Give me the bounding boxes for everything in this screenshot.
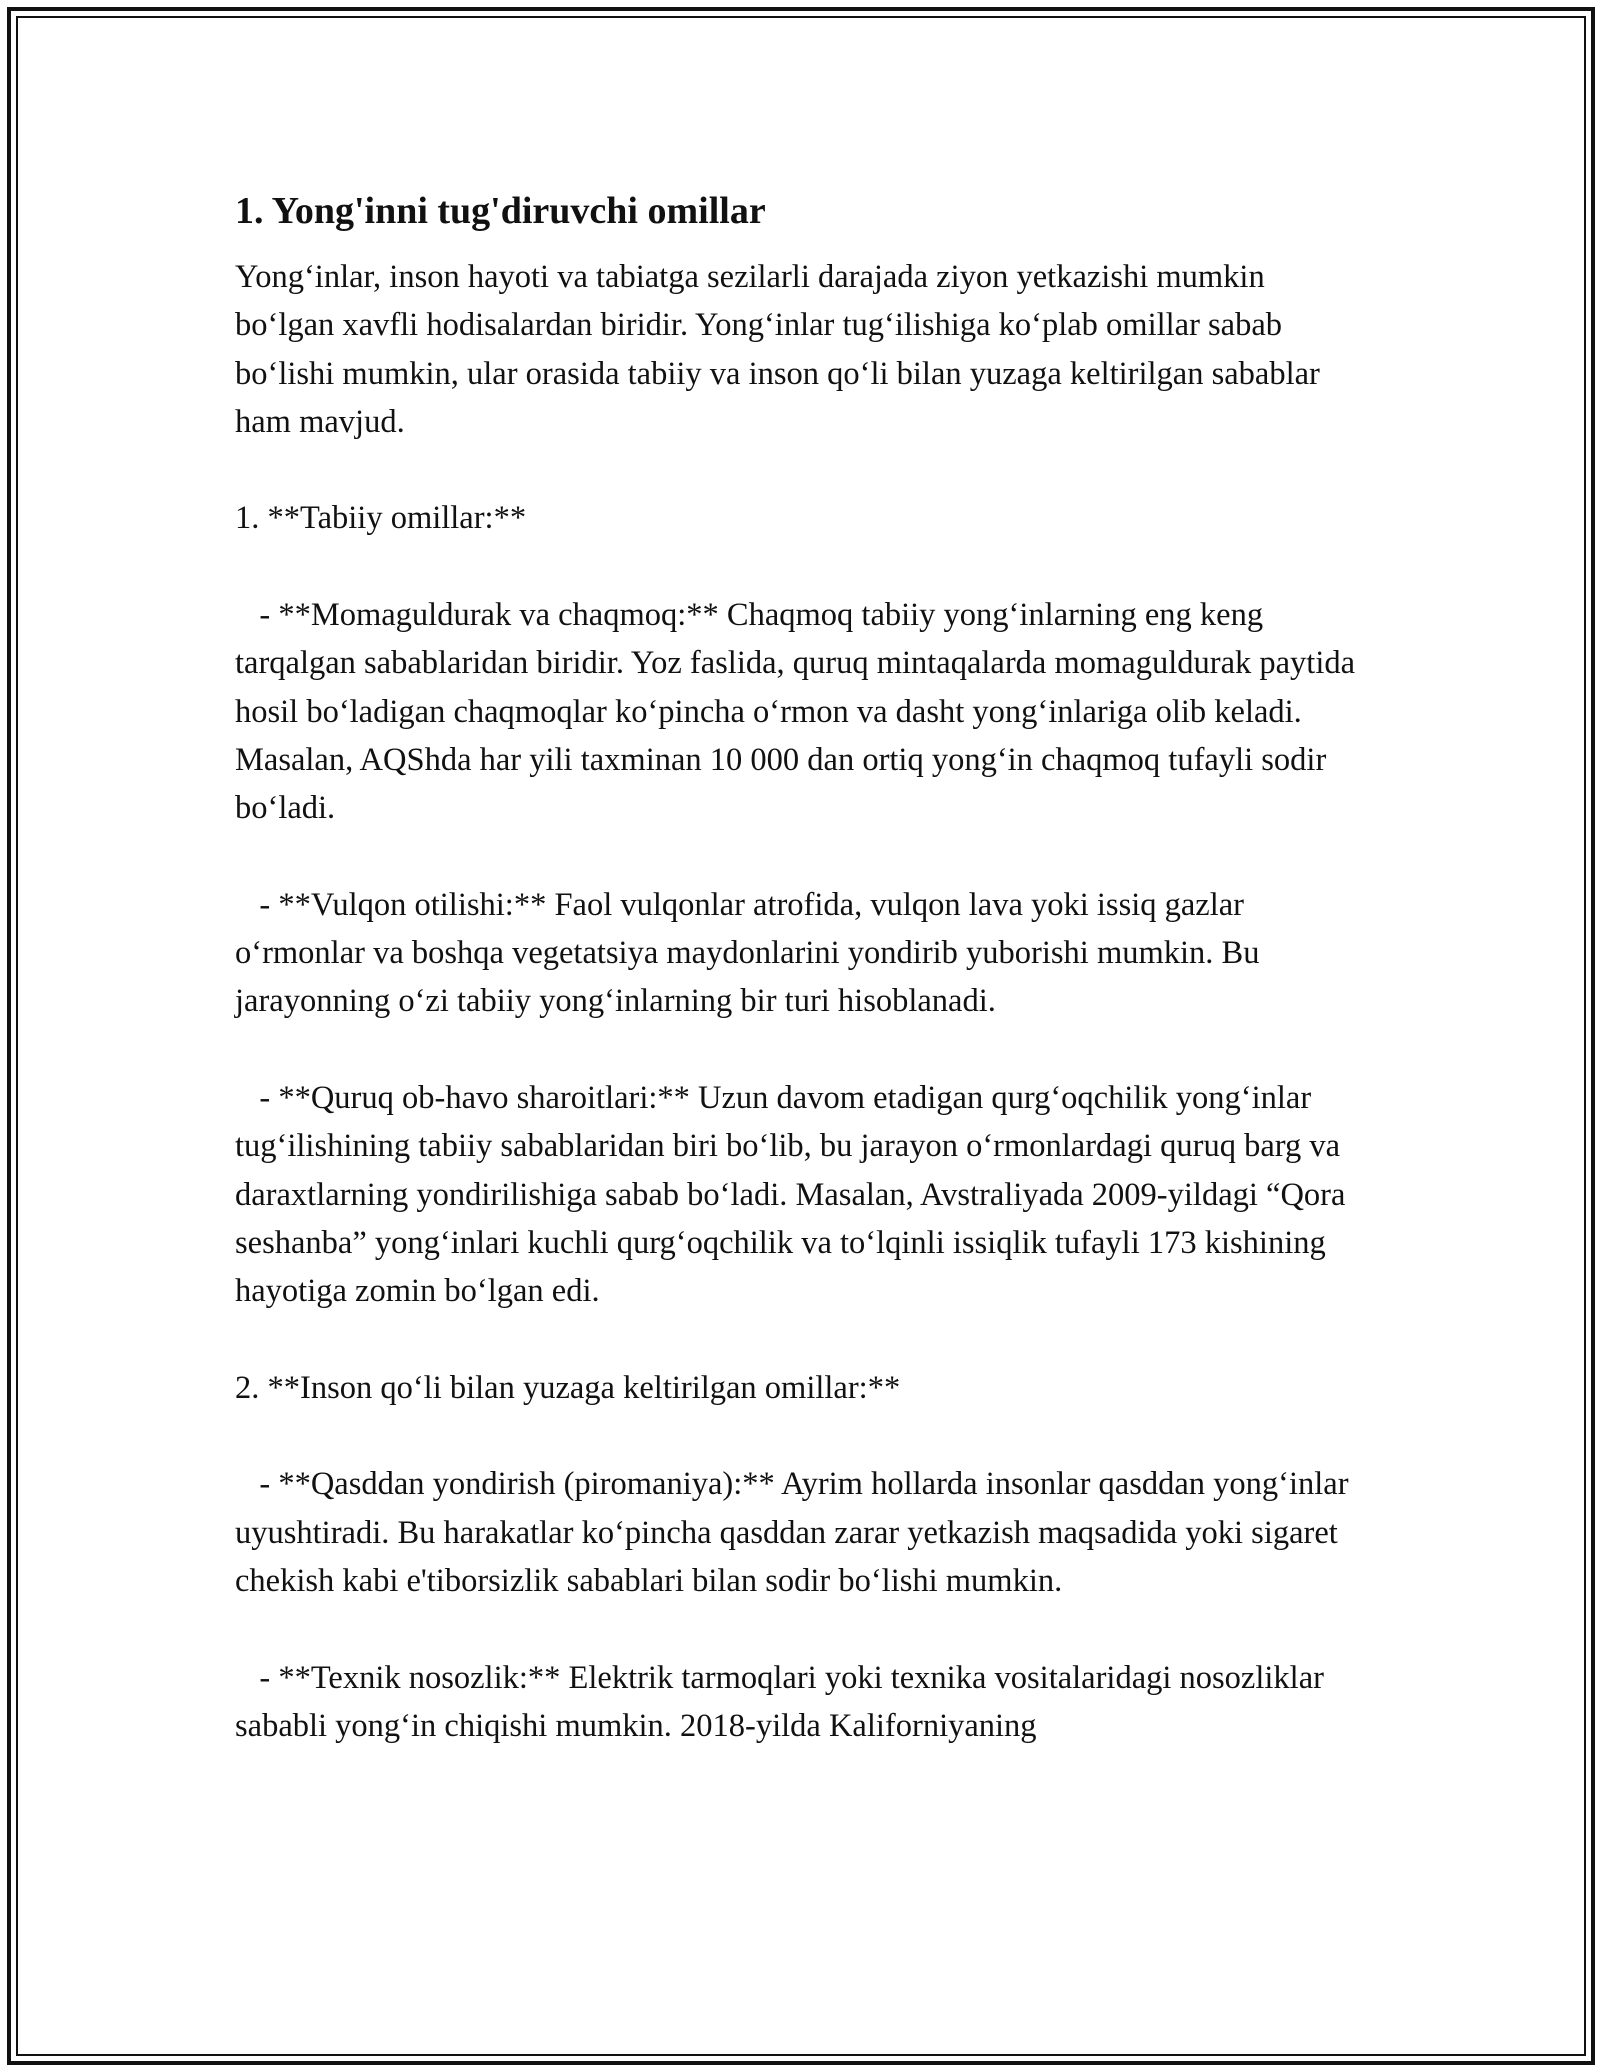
- sub-item-dry-weather: - **Quruq ob-havo sharoitlari:** Uzun davom etadigan qurg‘oqchilik yong‘inlar tug‘ilishining tabiiy sabablaridan biri bo‘lib, bu jarayon o‘rmonlardagi quruq barg va daraxtlarning yondirilishiga sabab bo‘ladi. Masalan, Avstraliyada 2009-yildagi “Qora seshanba” yong‘inlari kuchli qurg‘oqchilik va to‘lqinli issiqlik tufayli 173 kishining hayotiga zomin bo‘lgan edi.: [235, 1080, 1354, 1310]
- sub-item-arson: - **Qasddan yondirish (piromaniya):** Ayrim hollarda insonlar qasddan yong‘inlar uyushtiradi. Bu harakatlar ko‘pincha qasddan zarar yetkazish maqsadida yoki sigaret chekish kabi e'tiborsizlik sabablari bilan sodir bo‘lishi mumkin.: [235, 1466, 1357, 1600]
- sub-item-technical-fault: - **Texnik nosozlik:** Elektrik tarmoqlari yoki texnika vositalaridagi nosozliklar sababli yong‘in chiqishi mumkin. 2018-yilda Kaliforniyaning: [235, 1659, 1333, 1744]
- intro-paragraph: Yong‘inlar, inson hayoti va tabiatga sezilarli darajada ziyon yetkazishi mumkin bo‘lgan xavfli hodisalardan biridir. Yong‘inlar tug‘ilishiga ko‘plab omillar sabab bo‘lishi mumkin, ular orasida tabiiy va inson qo‘li bilan yuzaga keltirilgan sabablar ham mavjud.: [235, 259, 1329, 440]
- document-body: [235, 185, 1365, 1799]
- sub-item-lightning: - **Momaguldurak va chaqmoq:** Chaqmoq tabiiy yong‘inlarning eng keng tarqalgan sabablaridan biridir. Yoz faslida, quruq mintaqalarda momaguldurak paytida hosil bo‘ladigan chaqmoqlar ko‘pincha o‘rmon va dasht yong‘inlariga olib keladi. Masalan, AQShda har yili taxminan 10 000 dan ortiq yong‘in chaqmoq tufayli sodir bo‘ladi.: [235, 597, 1364, 827]
- section-heading: 1. Yong'inni tug'diruvchi omillar: [235, 190, 766, 232]
- list-item-human-factors: 2. **Inson qo‘li bilan yuzaga keltirilgan omillar:**: [235, 1369, 901, 1406]
- list-item-natural-factors: 1. **Tabiiy omillar:**: [235, 500, 527, 537]
- sub-item-volcano: - **Vulqon otilishi:** Faol vulqonlar atrofida, vulqon lava yoki issiq gazlar o‘rmonlar va boshqa vegetatsiya maydonlarini yondirib yuborishi mumkin. Bu jarayonning o‘zi tabiiy yong‘inlarning bir turi hisoblanadi.: [235, 886, 1268, 1020]
